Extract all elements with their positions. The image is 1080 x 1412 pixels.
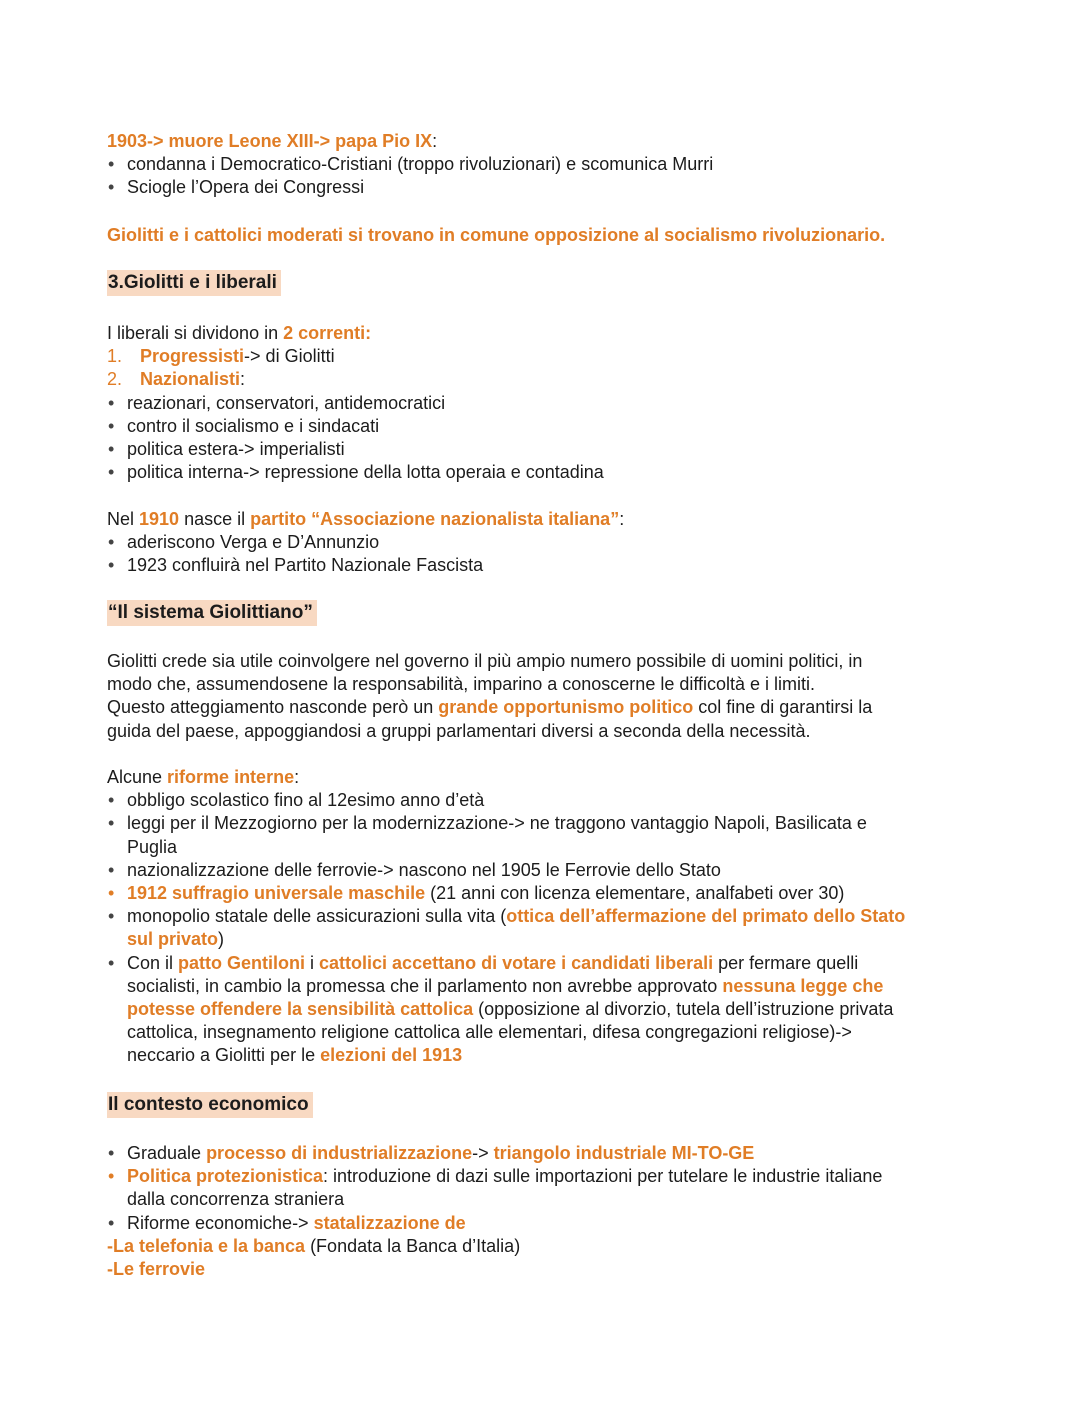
list-item: • 1912 suffragio universale maschile (21 anni con licenza elementare, analfabeti over 30) <box>107 882 977 905</box>
riforme-intro: Alcune riforme interne: <box>107 767 300 787</box>
riforme-list <box>107 789 977 1067</box>
riforme-section <box>107 766 977 1068</box>
associazione-intro: Nel 1910 nasce il partito “Associazione nazionalista italiana”: <box>107 509 625 529</box>
list-item <box>107 1165 977 1211</box>
associazione-list <box>107 531 977 577</box>
paragraph-line: Questo atteggiamento nasconde però un grande opportunismo politico col fine di garantirsi la <box>107 697 873 718</box>
conclusion-text: Giolitti e i cattolici moderati si trovano in comune opposizione al socialismo rivoluzionario. <box>107 225 886 245</box>
list-item: • condanna i Democratico-Cristiani (troppo rivoluzionari) e scomunica Murri <box>107 153 977 176</box>
list-item: • 1923 confluirà nel Partito Nazionale Fascista <box>107 554 977 577</box>
economico-section <box>107 1142 977 1281</box>
paragraph-line: Giolitti crede sia utile coinvolgere nel governo il più ampio numero possibile di uomini politici, in <box>107 651 863 671</box>
pio-section <box>107 130 977 200</box>
list-item <box>107 952 977 1068</box>
list-item: • Sciogle l’Opera dei Congressi <box>107 176 977 199</box>
liberali-intro: I liberali si dividono in 2 correnti: <box>107 323 372 343</box>
list-item <box>107 905 977 951</box>
dash-item: -La telefonia e la banca (Fondata la Banca d’Italia) <box>107 1235 521 1256</box>
liberali-section <box>107 322 977 484</box>
list-item-line: cattolica, insegnamento religione cattolica alle elementari, difesa congregazioni religiose)-> <box>127 1022 852 1043</box>
associazione-section <box>107 508 977 578</box>
list-item-line: Puglia <box>127 836 178 857</box>
list-item: • reazionari, conservatori, antidemocratici <box>107 392 977 415</box>
list-item-line: • monopolio statale delle assicurazioni sulla vita (ottica dell’affermazione del primato dello Stato <box>127 906 906 927</box>
paragraph-line: guida del paese, appoggiandosi a gruppi parlamentari diversi a seconda della necessità. <box>107 720 811 741</box>
list-item: • Graduale processo di industrializzazione-> triangolo industriale MI-TO-GE <box>107 1142 977 1165</box>
section-heading-economico: Il contesto economico <box>107 1092 313 1118</box>
list-item-line: potesse offendere la sensibilità cattolica (opposizione al divorzio, tutela dell’istruzione privata <box>127 999 894 1020</box>
list-item: • obbligo scolastico fino al 12esimo anno d’età <box>107 789 977 812</box>
list-item: • contro il socialismo e i sindacati <box>107 415 977 438</box>
list-item-line: • Con il patto Gentiloni i cattolici accettano di votare i candidati liberali per fermare quelli <box>127 952 859 973</box>
pio-list <box>107 153 977 199</box>
list-item-line: neccario a Giolitti per le elezioni del 1913 <box>127 1045 463 1066</box>
list-item: • Riforme economiche-> statalizzazione de <box>107 1212 977 1235</box>
list-item: • aderiscono Verga e D’Annunzio <box>107 531 977 554</box>
paragraph-line: modo che, assumendosene la responsabilità, imparino a conoscerne le difficoltà e i limiti. <box>107 674 816 695</box>
liberali-heading-block <box>107 270 977 296</box>
list-item-line: socialisti, in cambio la promessa che il parlamento non avrebbe approvato nessuna legge che <box>127 975 884 996</box>
list-item-line: dalla concorrenza straniera <box>127 1189 345 1210</box>
section-heading-sistema: “Il sistema Giolittiano” <box>107 600 317 626</box>
economico-heading-block <box>107 1092 977 1118</box>
list-item-line: • leggi per il Mezzogiorno per la modernizzazione-> ne traggono vantaggio Napoli, Basilicata e <box>127 813 867 834</box>
sistema-paragraph <box>107 650 977 743</box>
numbered-item-2: 2. Nazionalisti: <box>107 369 246 390</box>
list-item-line: • Politica protezionistica: introduzione di dazi sulle importazioni per tutelare le industrie italiane <box>127 1166 883 1187</box>
pio-heading: 1903-> muore Leone XIII-> papa Pio IX: <box>107 131 438 151</box>
sistema-heading-block <box>107 600 977 626</box>
list-item-line: sul privato) <box>127 929 225 950</box>
list-item: • politica estera-> imperialisti <box>107 438 977 461</box>
numbered-item-1: 1. Progressisti-> di Giolitti <box>107 346 335 367</box>
economico-list <box>107 1142 977 1235</box>
list-item: • nazionalizzazione delle ferrovie-> nascono nel 1905 le Ferrovie dello Stato <box>107 859 977 882</box>
list-item <box>107 812 977 858</box>
conclusion <box>107 224 977 247</box>
section-heading-liberali: 3.Giolitti e i liberali <box>107 270 281 296</box>
list-item: • politica interna-> repressione della lotta operaia e contadina <box>107 461 977 484</box>
dash-item: -Le ferrovie <box>107 1259 206 1280</box>
nazionalisti-list <box>107 392 977 485</box>
